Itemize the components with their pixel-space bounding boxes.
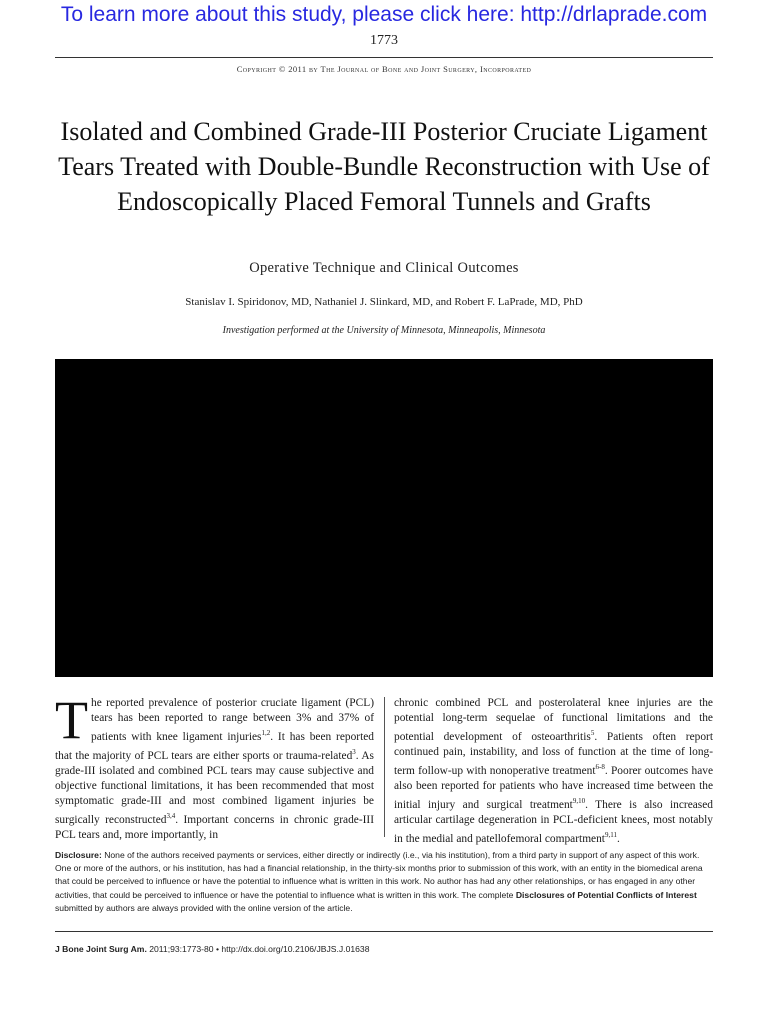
- citation-ref: 5: [590, 729, 595, 738]
- journal-abbrev: J Bone Joint Surg Am.: [55, 944, 147, 954]
- body-column-left: [55, 690, 374, 843]
- institution-note: Investigation performed at the University of Minnesota, Minneapolis, Minnesota: [222, 325, 546, 336]
- drop-cap: T: [55, 690, 88, 750]
- figure-image: [55, 359, 713, 677]
- citation-ref: 3: [352, 748, 356, 757]
- disclosure-statement: [55, 849, 713, 915]
- body-text: . As grade-III isolated and combined PCL tears may cause subjective and objective functional limitations, it has been recommended that most symptomatic grade-III and most combined ligament injuries be surgically reconstructed: [55, 749, 374, 827]
- body-text: . Patients often report continued pain, instability, and loss of function at the time of long-term follow-up with nonoperative treatment: [394, 730, 713, 777]
- article-subtitle: Operative Technique and Clinical Outcomes: [249, 260, 519, 276]
- disclosure-label: Disclosure:: [55, 850, 102, 860]
- body-text: chronic combined PCL and posterolateral knee injuries are the potential long-term sequelae of functional limitations and the potential development of osteoarthritis: [394, 697, 713, 743]
- disclosure-text: None of the authors received payments or services, either directly or indirectly (i.e., via his institution), from a third party in support of any aspect of this work. One or more of the authors, or his institution, has had a financial relationship, in the thirty-six months prior to submission of this work, with an entity in the biomedical arena that could be perceived to influence or have the potential to influence what is written in this work. No author has had any other relationships, or has engaged in any other activities, that could be perceived to influence or have the potential to influence what is written in this work. The complete: [55, 850, 703, 900]
- body-text: .: [616, 832, 620, 845]
- footer-rule: [55, 931, 713, 932]
- copyright-notice: Copyright © 2011 by The Journal of Bone and Joint Surgery, Incorporated: [236, 64, 532, 74]
- citation-footer: [55, 944, 369, 954]
- author-list: Stanislav I. Spiridonov, MD, Nathaniel J. Slinkard, MD, and Robert F. LaPrade, MD, PhD: [185, 296, 583, 308]
- article-title: Isolated and Combined Grade-III Posterior Cruciate Ligament Tears Treated with Double-Bundle Reconstruction with Use of Endoscopically Placed Femoral Tunnels and Grafts: [58, 117, 710, 216]
- body-text: . It has been reported that the majority of PCL tears are either sports or trauma-related: [55, 730, 374, 762]
- citation-ref: 9,11: [604, 831, 617, 840]
- study-link-banner[interactable]: To learn more about this study, please click here: http://drlaprade.com: [60, 3, 708, 26]
- doi-citation: 2011;93:1773-80 • http://dx.doi.org/10.2106/JBJS.J.01638: [146, 944, 370, 954]
- body-text: he reported prevalence of posterior cruciate ligament (PCL) tears has been reported to range between 3% and 37% of patients with knee ligament injuries: [91, 697, 374, 743]
- column-divider: [384, 697, 385, 837]
- body-text: . Poorer outcomes have also been reported for patients who have increased time between the initial injury and surgical treatment: [394, 764, 713, 811]
- body-column-right: [394, 696, 713, 847]
- citation-ref: 9,10: [572, 797, 586, 806]
- body-text: . Important concerns in chronic grade-III PCL tears and, more importantly, in: [55, 814, 374, 842]
- disclosure-bold-text: Disclosures of Potential Conflicts of Interest: [515, 889, 697, 900]
- citation-ref: 1,2: [261, 729, 271, 738]
- body-text: . There is also increased articular cartilage degeneration in PCL-deficient knees, most notably in the medial and patellofemoral compartment: [394, 798, 713, 845]
- page-number: 1773: [370, 33, 398, 48]
- header-rule: [55, 57, 713, 58]
- disclosure-text-end: submitted by authors are always provided with the online version of the article.: [55, 902, 353, 913]
- citation-ref: 3,4: [166, 812, 176, 821]
- citation-ref: 6-8: [595, 763, 605, 772]
